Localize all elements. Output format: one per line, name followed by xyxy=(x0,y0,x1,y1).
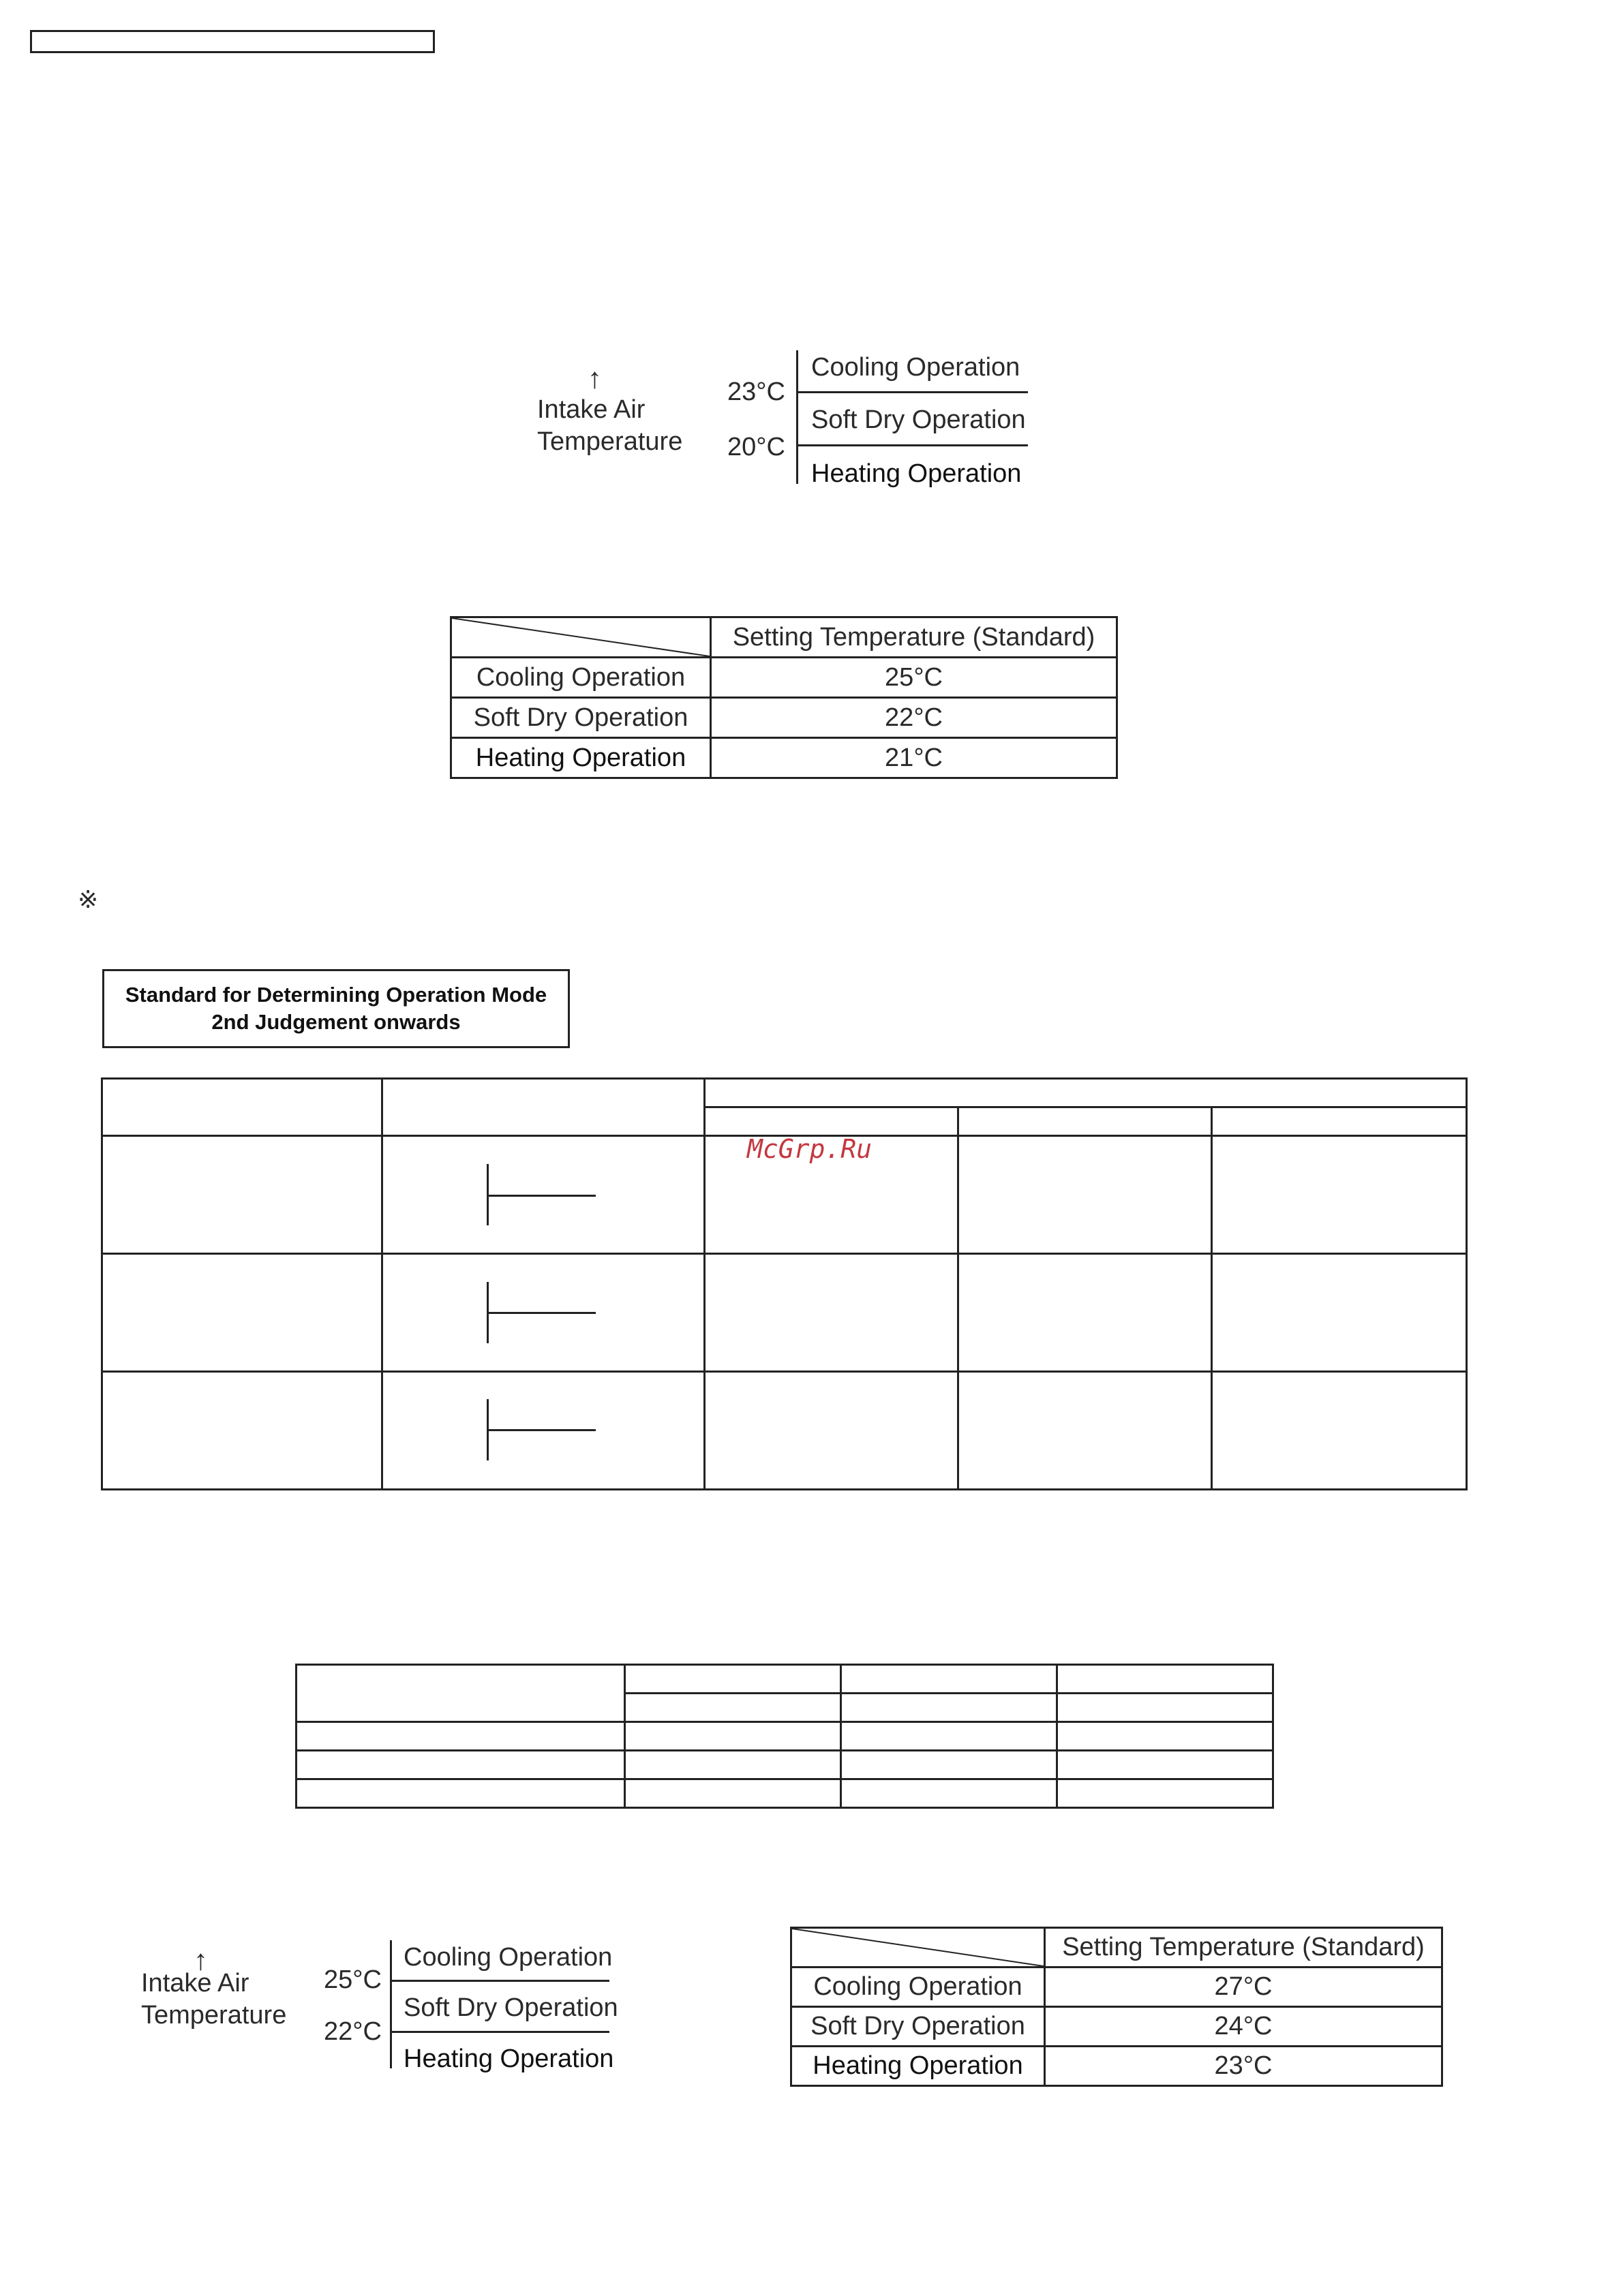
table-header-cell xyxy=(705,1079,1467,1107)
table-subheader-cell xyxy=(1212,1107,1467,1136)
table-cell xyxy=(958,1136,1212,1254)
axis-label-line1: Intake Air xyxy=(537,395,646,424)
temp-cell: 24°C xyxy=(1045,2007,1442,2047)
diagonal-header-cell xyxy=(451,617,711,658)
table-cell xyxy=(1212,1254,1467,1372)
diagram-divider-low xyxy=(796,444,1028,446)
temp-cell: 25°C xyxy=(711,658,1117,698)
table-cell xyxy=(1212,1136,1467,1254)
mode-cell: Soft Dry Operation xyxy=(791,2007,1045,2047)
table-header-cell xyxy=(382,1079,705,1136)
table-cell xyxy=(1057,1694,1273,1722)
table-header-cell xyxy=(297,1665,625,1722)
zone-soft-dry: Soft Dry Operation xyxy=(811,405,1026,434)
table-header-cell xyxy=(102,1079,382,1136)
axis-label-line2: Temperature xyxy=(537,427,683,456)
upper-setting-table xyxy=(450,616,1118,779)
watermark: McGrp.Ru xyxy=(747,1134,873,1164)
temp-cell: 27°C xyxy=(1045,1968,1442,2007)
zone-cooling: Cooling Operation xyxy=(811,353,1020,382)
mode-cell: Heating Operation xyxy=(791,2047,1045,2086)
zone-heating: Heating Operation xyxy=(811,459,1022,488)
diagram-divider-high xyxy=(796,391,1028,393)
judgement-title-box xyxy=(102,969,570,1048)
axis-label-line2: Temperature xyxy=(141,2001,287,2030)
zone-soft-dry: Soft Dry Operation xyxy=(404,1993,618,2022)
table-cell xyxy=(102,1136,382,1254)
mode-cell: Soft Dry Operation xyxy=(451,698,711,738)
table-cell xyxy=(625,1722,841,1751)
up-arrow-icon: ↑ xyxy=(194,1944,208,1976)
table-cell xyxy=(297,1751,625,1779)
table-cell xyxy=(625,1779,841,1808)
table-header-cell xyxy=(1057,1665,1273,1694)
table-cell xyxy=(297,1779,625,1808)
threshold-high: 23°C xyxy=(727,378,785,406)
mode-cell: Cooling Operation xyxy=(791,1968,1045,2007)
table-cell xyxy=(1057,1751,1273,1779)
judgement-title-line2: 2nd Judgement onwards xyxy=(211,1010,461,1034)
threshold-low: 22°C xyxy=(324,2017,382,2046)
diagram-divider-high xyxy=(390,1980,609,1982)
table-cell xyxy=(958,1372,1212,1490)
table-subheader-cell xyxy=(705,1107,958,1136)
table-cell xyxy=(625,1751,841,1779)
note-mark: ※ xyxy=(78,885,99,913)
table-cell xyxy=(958,1254,1212,1372)
temp-cell: 23°C xyxy=(1045,2047,1442,2086)
up-arrow-icon: ↑ xyxy=(588,362,602,394)
table-cell xyxy=(841,1751,1057,1779)
judgement-title-line1: Standard for Determining Operation Mode xyxy=(125,983,547,1007)
table-cell xyxy=(841,1694,1057,1722)
table-cell xyxy=(297,1722,625,1751)
diagonal-header-cell xyxy=(791,1928,1045,1968)
diagram-axis xyxy=(390,1940,392,2068)
setting-temp-header: Setting Temperature (Standard) xyxy=(711,617,1117,658)
threshold-high: 25°C xyxy=(324,1965,382,1994)
table-cell xyxy=(841,1722,1057,1751)
table-cell xyxy=(705,1254,958,1372)
zone-heating: Heating Operation xyxy=(404,2045,614,2073)
diagram-divider-low xyxy=(390,2031,609,2033)
table-cell xyxy=(102,1254,382,1372)
mode-cell: Heating Operation xyxy=(451,738,711,778)
table-cell xyxy=(102,1372,382,1490)
threshold-low: 20°C xyxy=(727,433,785,461)
empty-table xyxy=(295,1664,1274,1809)
header-box xyxy=(30,30,435,53)
diagram-axis xyxy=(796,350,798,484)
table-cell xyxy=(1057,1722,1273,1751)
table-cell xyxy=(841,1779,1057,1808)
table-header-cell xyxy=(841,1665,1057,1694)
temp-cell: 21°C xyxy=(711,738,1117,778)
temp-cell: 22°C xyxy=(711,698,1117,738)
lower-setting-table xyxy=(790,1927,1443,2087)
zone-cooling: Cooling Operation xyxy=(404,1943,613,1972)
table-subheader-cell xyxy=(958,1107,1212,1136)
table-cell xyxy=(1057,1779,1273,1808)
table-cell xyxy=(625,1694,841,1722)
setting-temp-header: Setting Temperature (Standard) xyxy=(1045,1928,1442,1968)
axis-label-line1: Intake Air xyxy=(141,1969,249,1997)
mode-cell: Cooling Operation xyxy=(451,658,711,698)
table-cell xyxy=(1212,1372,1467,1490)
table-header-cell xyxy=(625,1665,841,1694)
table-cell xyxy=(705,1372,958,1490)
